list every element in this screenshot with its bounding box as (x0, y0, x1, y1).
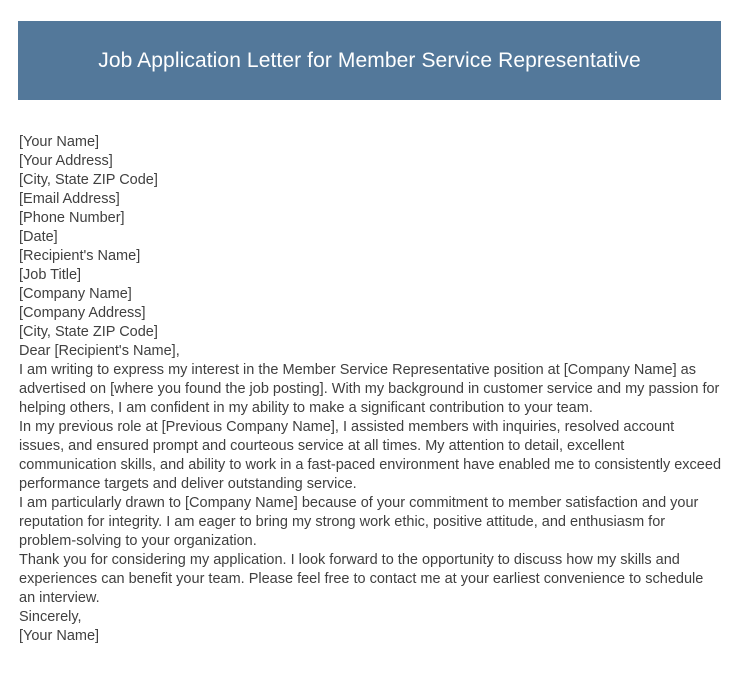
letter-line: Sincerely, (19, 609, 82, 625)
letter-line: [Your Name] (19, 628, 100, 644)
letter-line: In my previous role at [Previous Company Name], I assisted members with inquiries, resolved account issues, and ensured prompt and courteous service at all times. My attention to detail, excellent communication skills, and ability to work in a fast-paced environment have enabled me to consistently exceed performance targets and deliver outstanding service. (19, 419, 722, 492)
letter-line: [Your Address] (19, 153, 113, 169)
letter-line: I am writing to express my interest in the Member Service Representative position at [Company Name] as advertised on [where you found the job posting]. With my background in customer service and my passion for helping others, I am confident in my ability to make a significant contribution to your team. (19, 362, 720, 416)
letter-line: [Date] (19, 229, 58, 245)
letter-line: [City, State ZIP Code] (19, 324, 158, 340)
letter-line: [Job Title] (19, 267, 82, 283)
letter-body (19, 133, 721, 646)
letter-line: I am particularly drawn to [Company Name] because of your commitment to member satisfaction and your reputation for integrity. I am eager to bring my strong work ethic, positive attitude, and enthusiasm for problem-solving to your organization. (19, 495, 699, 549)
letter-line: [Your Name] (19, 134, 100, 150)
letter-line: [Phone Number] (19, 210, 125, 226)
page-title: Job Application Letter for Member Service Representative (98, 48, 641, 72)
letter-line: Thank you for considering my application. I look forward to the opportunity to discuss how my skills and experiences can benefit your team. Please feel free to contact me at your earliest convenience to schedule an interview. (19, 552, 704, 606)
letter-line: [City, State ZIP Code] (19, 172, 158, 188)
letter-line: [Email Address] (19, 191, 120, 207)
letter-line: Dear [Recipient's Name], (19, 343, 180, 359)
letter-line: [Company Address] (19, 305, 146, 321)
document-header-banner (18, 21, 721, 100)
letter-line: [Company Name] (19, 286, 132, 302)
letter-line: [Recipient's Name] (19, 248, 141, 264)
